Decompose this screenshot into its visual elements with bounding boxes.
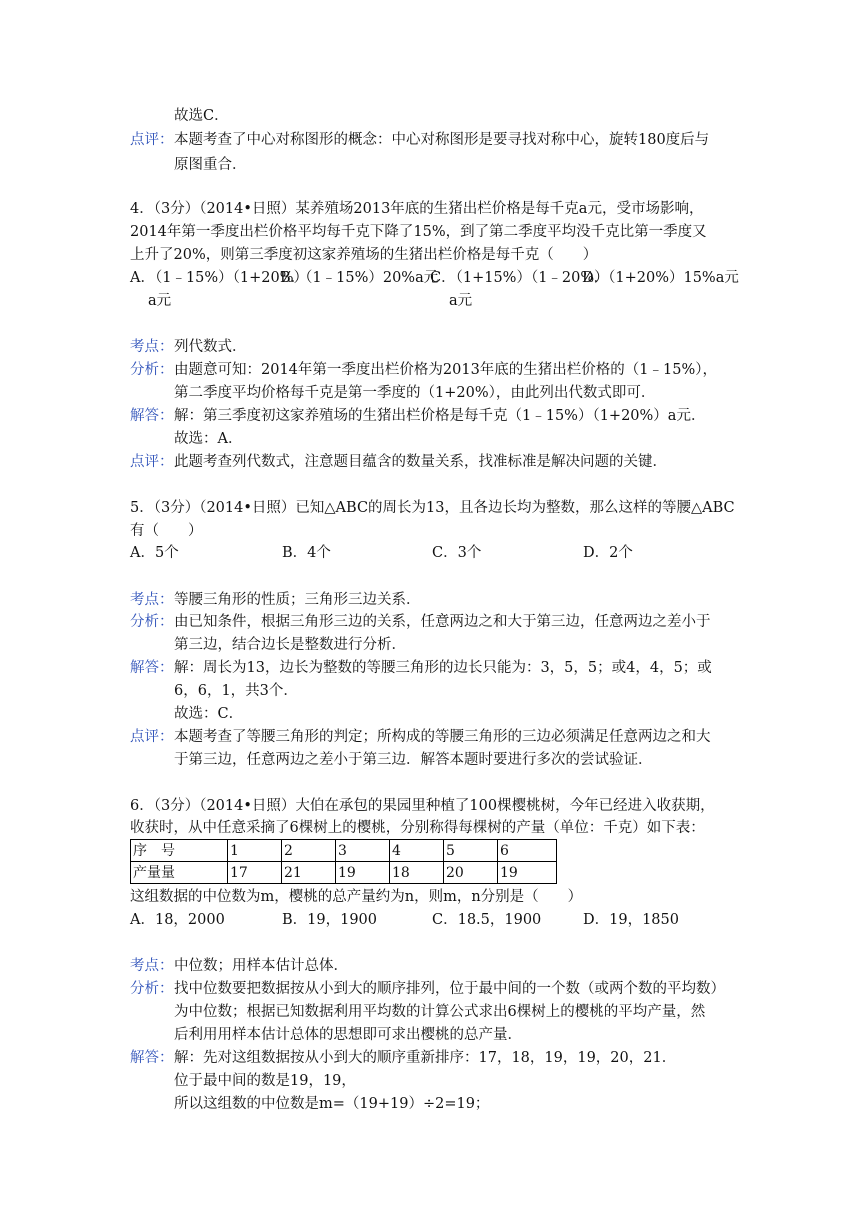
option-b: B．4个	[282, 545, 331, 561]
jieda-text: 解：周长为13，边长为整数的等腰三角形的边长只能为：3，5，5；或4，4，5；或	[174, 660, 712, 676]
jieda-label: 解答：	[130, 1050, 174, 1066]
fenxi-label: 分析：	[130, 981, 174, 997]
table-cell: 5	[444, 840, 498, 862]
option-a: A．（1﹣15%）（1+20%）	[130, 270, 309, 286]
table-row	[131, 840, 557, 862]
question-stem: 2014年第一季度出栏价格平均每千克下降了15%，到了第二季度平均没千克比第一季度又	[130, 224, 707, 240]
option-d: D．（1+20%）15%a元	[582, 270, 739, 286]
table-cell: 3	[336, 840, 390, 862]
table-cell: 6	[498, 840, 557, 862]
option-c: C．（1+15%）（1﹣20%）	[430, 270, 609, 286]
kaodian-text: 中位数；用样本估计总体．	[174, 958, 348, 974]
option-a: A．18，2000	[130, 912, 225, 928]
table-cell: 19	[336, 862, 390, 884]
question-stem: 有（ ）	[130, 523, 203, 539]
dianping-label: 点评：	[130, 729, 174, 745]
table-cell: 21	[282, 862, 336, 884]
option-a: A．5个	[130, 545, 179, 561]
question-stem: 收获时，从中任意采摘了6棵树上的樱桃，分别称得每棵树的产量（单位：千克）如下表：	[130, 820, 705, 836]
table-cell: 20	[444, 862, 498, 884]
fenxi-text: 第二季度平均价格每千克是第一季度的（1+20%），由此列出代数式即可．	[174, 385, 656, 401]
dianping-label: 点评：	[130, 454, 174, 470]
table-cell: 4	[390, 840, 444, 862]
dianping-text: 本题考查了等腰三角形的判定；所构成的等腰三角形的三边必须满足任意两边之和大	[174, 729, 711, 745]
jieda-label: 解答：	[130, 408, 174, 424]
jieda-text: 故选：C．	[174, 706, 244, 722]
kaodian-label: 考点：	[130, 958, 174, 974]
table-row	[131, 862, 557, 884]
table-cell: 18	[390, 862, 444, 884]
table-cell: 19	[498, 862, 557, 884]
fenxi-text: 由已知条件，根据三角形三边的关系，任意两边之和大于第三边，任意两边之差小于	[174, 614, 711, 630]
jieda-text: 位于最中间的数是19，19，	[174, 1073, 356, 1089]
table-cell: 17	[228, 862, 282, 884]
jieda-text: 所以这组数的中位数是m=（19+19）÷2=19；	[174, 1096, 490, 1112]
question-stem: 6．（3分）（2014•日照）大伯在承包的果园里种植了100棵樱桃树，今年已经进入收获期，	[130, 798, 715, 814]
comment-text: 原图重合．	[174, 157, 247, 173]
fenxi-label: 分析：	[130, 362, 174, 378]
jieda-text: 6，6，1，共3个．	[174, 683, 298, 699]
question-stem: 这组数据的中位数为m，樱桃的总产量约为n，则m，n分别是（ ）	[130, 889, 583, 905]
question-stem: 4．（3分）（2014•日照）某养殖场2013年底的生猪出栏价格是每千克a元，受市场影响，	[130, 201, 704, 217]
fenxi-text: 第三边，结合边长是整数进行分析．	[174, 637, 406, 653]
choose-line: 故选C．	[174, 108, 229, 124]
kaodian-label: 考点：	[130, 592, 174, 608]
option-b: B．19，1900	[282, 912, 378, 928]
kaodian-text: 列代数式．	[174, 339, 247, 355]
yield-table	[130, 839, 557, 884]
jieda-text: 解：先对这组数据按从小到大的顺序重新排序：17，18，19，19，20，21．	[174, 1050, 677, 1066]
question-stem: 5．（3分）（2014•日照）已知△ABC的周长为13，且各边长均为整数，那么这样的等腰△ABC	[130, 500, 735, 516]
kaodian-label: 考点：	[130, 339, 174, 355]
fenxi-text: 为中位数；根据已知数据利用平均数的计算公式求出6棵树上的樱桃的平均产量，然	[174, 1004, 706, 1020]
option-b: B．（1﹣15%）20%a元	[280, 270, 439, 286]
option-c: C．18.5，1900	[432, 912, 542, 928]
comment-text: 本题考查了中心对称图形的概念：中心对称图形是要寻找对称中心，旋转180度后与	[174, 132, 710, 148]
comment-label: 点评：	[130, 132, 174, 148]
option-d: D．19，1850	[583, 912, 679, 928]
option-a-cont: a元	[148, 293, 172, 309]
table-cell: 2	[282, 840, 336, 862]
dianping-text: 于第三边，任意两边之差小于第三边．解答本题时要进行多次的尝试验证．	[174, 752, 653, 768]
option-d: D．2个	[583, 545, 633, 561]
table-header-cell: 产量量	[131, 862, 228, 884]
fenxi-label: 分析：	[130, 614, 174, 630]
fenxi-text: 由题意可知：2014年第一季度出栏价格为2013年底的生猪出栏价格的（1﹣15%），	[174, 362, 718, 378]
jieda-text: 故选：A．	[174, 431, 243, 447]
table-cell: 1	[228, 840, 282, 862]
jieda-text: 解：第三季度初这家养殖场的生猪出栏价格是每千克（1﹣15%）（1+20%）a元．	[174, 408, 706, 424]
dianping-text: 此题考查列代数式，注意题目蕴含的数量关系，找准标准是解决问题的关键．	[174, 454, 667, 470]
option-c: C．3个	[432, 545, 482, 561]
fenxi-text: 找中位数要把数据按从小到大的顺序排列，位于最中间的一个数（或两个数的平均数）	[174, 981, 725, 997]
kaodian-text: 等腰三角形的性质；三角形三边关系．	[174, 592, 421, 608]
question-stem: 上升了20%，则第三季度初这家养殖场的生猪出栏价格是每千克（ ）	[130, 247, 598, 263]
jieda-label: 解答：	[130, 660, 174, 676]
table-header-cell: 序 号	[131, 840, 228, 862]
fenxi-text: 后利用用样本估计总体的思想即可求出樱桃的总产量．	[174, 1027, 522, 1043]
option-c-cont: a元	[449, 293, 473, 309]
